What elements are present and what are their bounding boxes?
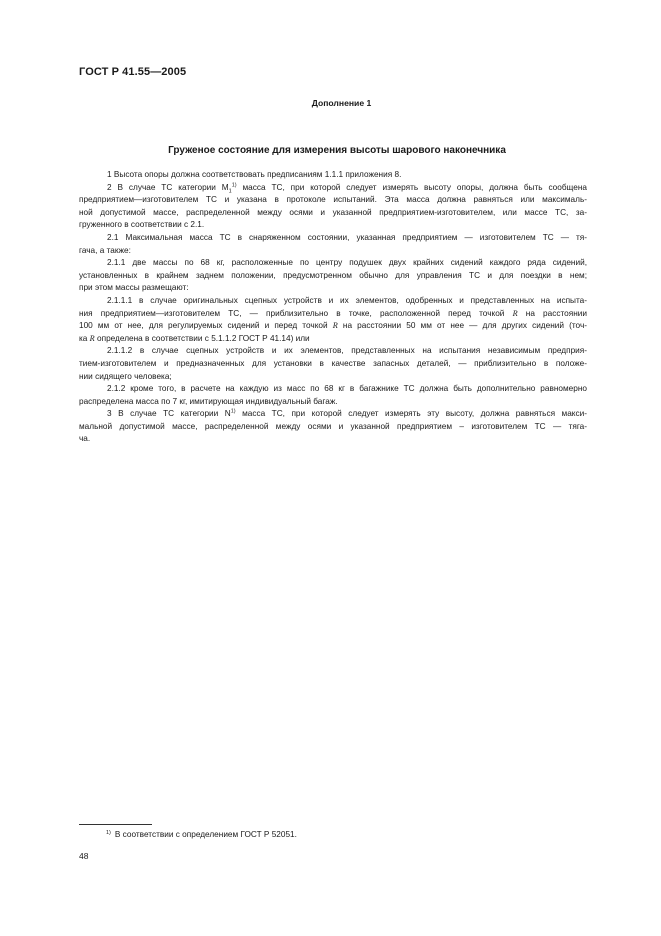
- text-run: масса ТС, при которой следует измерять высоту опоры, должна быть сообщена: [236, 182, 587, 192]
- text-run: на расстоянии: [517, 308, 587, 318]
- point-r: R: [89, 333, 95, 343]
- subscript: 1: [228, 188, 232, 195]
- body-text: [79, 169, 587, 446]
- paragraph-2-1-1-1-line-1: 2.1.1.1 в случае оригинальных сцепных устройств и их элементов, одобренных и представленных на испыта-: [107, 295, 587, 305]
- text-run: 2 В случае ТС категории М: [107, 182, 229, 192]
- footnote-text: В соответствии с определением ГОСТ Р 52051.: [114, 830, 297, 839]
- paragraph-2-1-1-line-3: при этом массы размещают:: [79, 283, 189, 293]
- point-r: R: [332, 321, 338, 331]
- text-run: 3 В случае ТС категории N: [107, 409, 231, 419]
- text-run: ния предприятием—изготовителем ТС, — приблизительно в точке, расположенной перед точкой: [79, 308, 513, 318]
- standard-number: ГОСТ Р 41.55—2005: [79, 66, 187, 78]
- paragraph-2-1-line-1: 2.1 Максимальная масса ТС в снаряженном состоянии, указанная предприятием — изготовителем ТС — тя-: [107, 232, 587, 242]
- footnote-mark: 1): [106, 830, 111, 836]
- text-run: определена в соответствии с 5.1.1.2 ГОСТ Р 41.14) или: [94, 333, 310, 343]
- paragraph-3-line-3: ча.: [79, 434, 91, 444]
- paragraph-2-1-2-line-1: 2.1.2 кроме того, в расчете на каждую из масс по 68 кг в багажнике ТС должна быть дополнительно равномерно: [107, 384, 587, 394]
- paragraph-3-line-1: [79, 408, 587, 421]
- text-run: на расстоянии 50 мм от нее — для других сидений (точ-: [337, 321, 587, 331]
- supplement-title: Дополнение 1: [311, 98, 372, 108]
- paragraph-2-1-1-2-line-2: тием-изготовителем и предназначенных для установки в качестве запасных деталей, — приблизительно в положе-: [79, 358, 587, 368]
- paragraph-2-1-1-2-line-1: 2.1.1.2 в случае сцепных устройств и их элементов, представленных на испытания независимым предприя-: [107, 346, 587, 356]
- paragraph-3-line-2: мальной допустимой массе, распределенной между осями и указанной предприятием – изготовителем ТС — тяга-: [79, 421, 587, 431]
- paragraph-2-1-1-1-line-2: [79, 308, 587, 321]
- page-number: 48: [79, 851, 89, 861]
- paragraph-1: 1 Высота опоры должна соответствовать предписаниям 1.1.1 приложения 8.: [107, 170, 402, 179]
- paragraph-2-1-1-2-line-3: нии сидящего человека;: [79, 371, 172, 381]
- text-run: ка: [79, 333, 90, 343]
- paragraph-2-line-4: груженного в соответствии с 2.1.: [79, 220, 205, 230]
- paragraph-2-line-1: [79, 182, 587, 195]
- text-run: 100 мм от нее, для регулируемых сидений и перед точкой: [79, 321, 333, 331]
- paragraph-2-1-1-1-line-4: [79, 333, 587, 346]
- point-r: R: [512, 308, 518, 318]
- paragraph-2-1-2-line-2: распределена масса по 7 кг, имитирующая индивидуальный багаж.: [79, 396, 338, 406]
- paragraph-2-1-1-1-line-3: [79, 320, 587, 333]
- paragraph-2-1-line-2: гача, а также:: [79, 245, 131, 255]
- footnote-ref: 1): [230, 408, 236, 415]
- footnote-divider: [79, 824, 152, 825]
- paragraph-2-1-1-line-1: 2.1.1 две массы по 68 кг, расположенные по центру подушек двух крайних сидений каждого ряда сидений,: [107, 258, 587, 268]
- paragraph-2-1-1-line-2: установленных в крайнем заднем положении, предусмотренном обычно для управления ТС и для поездки в нем;: [79, 270, 587, 280]
- text-run: масса ТС, при которой следует измерять эту высоту, должна равняться макси-: [235, 409, 587, 419]
- section-title: Груженое состояние для измерения высоты шарового наконечника: [168, 145, 506, 156]
- paragraph-2-line-2: предприятием—изготовителем ТС и указана в протоколе испытаний. Эта масса должна равняться или максималь-: [79, 195, 587, 205]
- footnote: [106, 829, 297, 842]
- footnote-ref: 1): [231, 181, 237, 188]
- paragraph-2-line-3: ной допустимой массе, распределенной между осями и указанной предприятием-изготовителем, или массе ТС, за-: [79, 207, 587, 217]
